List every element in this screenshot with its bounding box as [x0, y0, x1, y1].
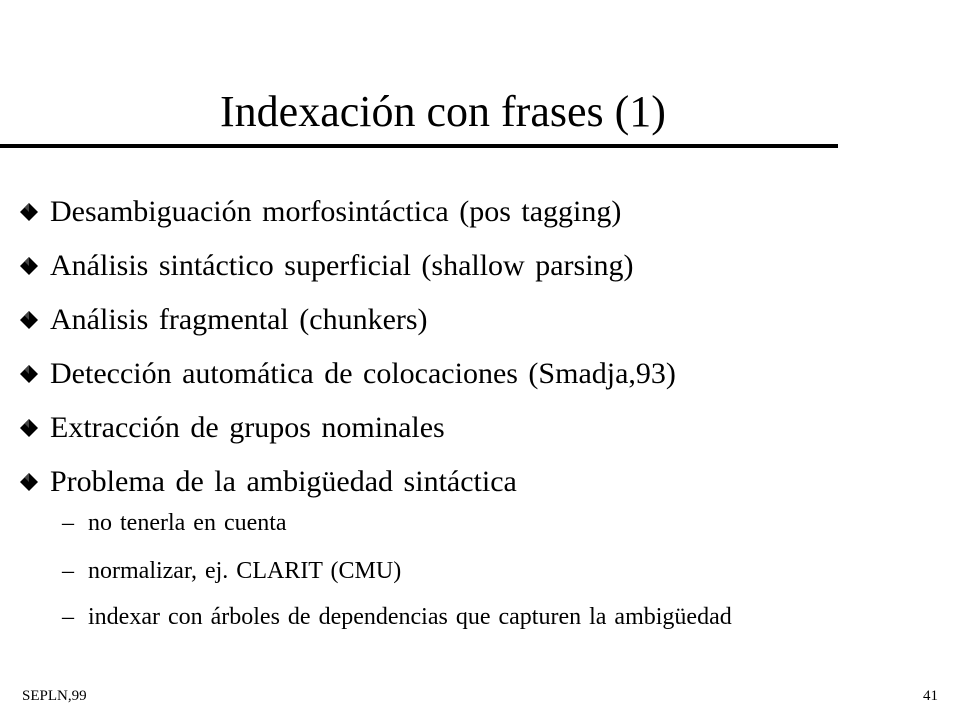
diamond-bullet-icon	[20, 473, 38, 491]
bullet-text: Desambiguación morfosintáctica (pos tagging)	[50, 195, 622, 228]
bullet-item	[20, 246, 634, 286]
bullet-text: Detección automática de colocaciones (Smadja,93)	[50, 357, 676, 390]
diamond-bullet-icon	[20, 419, 38, 437]
sub-bullet-text: indexar con árboles de dependencias que capturen la ambigüedad	[88, 604, 732, 630]
diamond-bullet-icon	[20, 311, 38, 329]
sub-bullet-item	[62, 556, 401, 586]
diamond-bullet-icon	[20, 257, 38, 275]
sub-bullet-item	[62, 602, 732, 632]
sub-bullet-text: normalizar, ej. CLARIT (CMU)	[88, 558, 402, 584]
bullet-item	[20, 354, 676, 394]
bullet-text: Análisis fragmental (chunkers)	[50, 303, 428, 336]
dash-icon: –	[62, 604, 74, 630]
sub-bullet-text: no tenerla en cuenta	[88, 510, 287, 536]
dash-icon: –	[62, 558, 74, 584]
page-number: 41	[923, 688, 938, 704]
bullet-item	[20, 192, 621, 232]
sub-bullet-item	[62, 508, 287, 538]
dash-icon: –	[62, 510, 74, 536]
bullet-text: Extracción de grupos nominales	[50, 411, 445, 444]
bullet-item	[20, 408, 445, 448]
bullet-text: Problema de la ambigüedad sintáctica	[50, 465, 517, 498]
footer-source: SEPLN,99	[22, 688, 87, 704]
bullet-text: Análisis sintáctico superficial (shallow parsing)	[50, 249, 634, 282]
bullet-item	[20, 300, 428, 340]
diamond-bullet-icon	[20, 365, 38, 383]
bullet-item	[20, 462, 517, 502]
diamond-bullet-icon	[20, 203, 38, 221]
slide-title: Indexación con frases (1)	[220, 87, 666, 136]
